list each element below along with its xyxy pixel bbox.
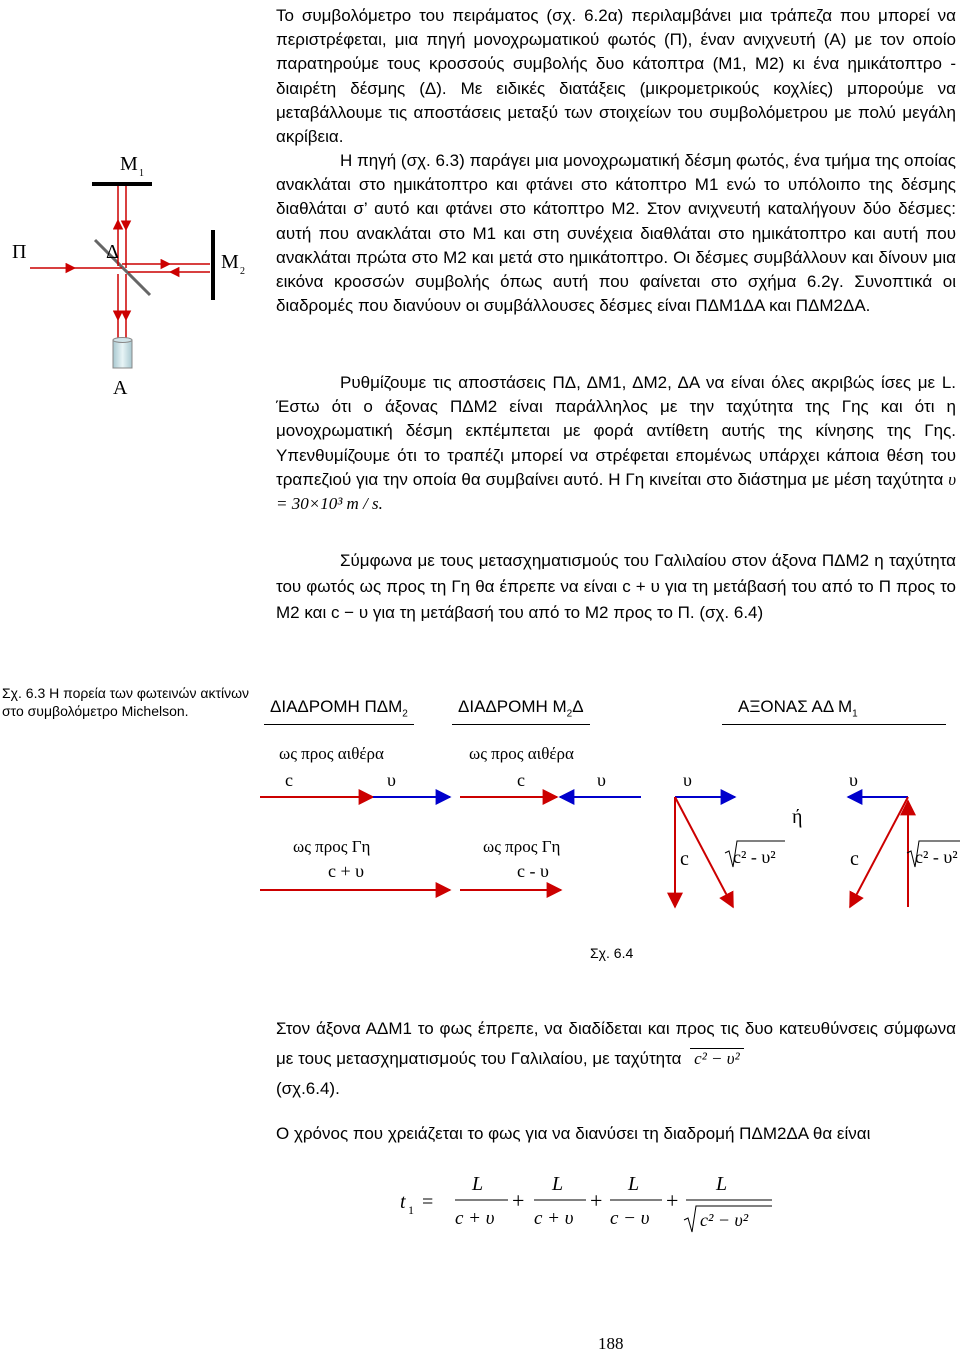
detector: [113, 340, 132, 368]
paragraph-1: [276, 4, 956, 149]
svg-text:L: L: [552, 1173, 564, 1195]
svg-text:c − υ: c − υ: [610, 1208, 650, 1229]
paragraph-2: [276, 149, 956, 318]
svg-text:c: c: [680, 848, 689, 870]
svg-text:c: c: [850, 848, 859, 870]
svg-text:c + υ: c + υ: [328, 861, 365, 881]
label-m2: Μ: [221, 251, 239, 273]
heading-axis-ad-m1: ΑΞΟΝΑΣ ΑΔ $M_1$: [722, 697, 946, 725]
time-equation: [400, 1168, 780, 1238]
label-p: Π: [12, 241, 27, 263]
svg-text:1: 1: [139, 168, 144, 179]
svg-text:ως προς αιθέρα: ως προς αιθέρα: [469, 744, 574, 763]
svg-text:ή: ή: [792, 806, 803, 828]
svg-text:υ: υ: [849, 770, 858, 790]
paragraph-5-text: Στον άξονα ΑΔΜ1 το φως έπρεπε, να διαδίδεται και προς τις δυο κατευθύνσεις σύμφωνα με τους μετασχηματισμούς του Γαλιλαίου, με ταχύτητα: [276, 1019, 956, 1068]
paragraph-6: [276, 1122, 956, 1146]
paragraph-3-text: Ρυθμίζουμε τις αποστάσεις ΠΔ, ΔΜ1, ΔΜ2, ΔΑ να είναι όλες ακριβώς ίσες με L. Έστω ότι ο άξονας ΠΔΜ2 είναι παράλληλος με την ταχύτητα της Γης και ότι η μονοχρωματική δέσμη εκπέμπεται με φορά αντίθετη αυτής της κίνησης της Γης. Υπενθυμίζουμε ότι το τραπέζι μπορεί να στρέφεται επομένως υπάρχει κάποια θέση του τραπεζιού για την οποία θα συμβαίνει αυτό. Η Γη κινείται στο διάστημα με μέση ταχύτητα: [276, 373, 956, 489]
svg-text:c² - υ²: c² - υ²: [733, 847, 776, 867]
svg-text:c² − υ²: c² − υ²: [700, 1210, 749, 1230]
velocity-formula: υ = 30×10³ m / s.: [276, 469, 956, 514]
svg-text:=: =: [422, 1191, 434, 1213]
page-number: 188: [598, 1334, 624, 1353]
label-m1: Μ: [120, 153, 138, 175]
figure-6-3: [0, 140, 260, 690]
svg-text:υ: υ: [597, 770, 606, 790]
svg-text:c + υ: c + υ: [534, 1208, 574, 1229]
svg-text:ως προς αιθέρα: ως προς αιθέρα: [279, 744, 384, 763]
svg-text:c: c: [285, 770, 293, 790]
paragraph-4: [276, 548, 956, 626]
paragraph-5-tail: (σχ.6.4).: [276, 1079, 340, 1098]
svg-text:ως προς Γη: ως προς Γη: [483, 837, 561, 856]
label-a: Α: [113, 377, 128, 399]
paragraph-3: [276, 371, 956, 516]
svg-text:υ: υ: [387, 770, 396, 790]
svg-text:c: c: [517, 770, 525, 790]
svg-text:ως προς Γη: ως προς Γη: [293, 837, 371, 856]
paragraph-1-text: Το συμβολόμετρο του πειράματος (σχ. 6.2α) περιλαμβάνει μια τράπεζα που μπορεί να περιστρέφεται, μια πηγή μονοχρωματικού φωτός (Π), έναν ανιχνευτή (Α) με τον οποίο παρατηρούμε τους κροσσούς συμβολής δυο κάτοπτρα (Μ1, Μ2) κι ένα ημικάτοπτρο - διαιρέτη δέσμης (Δ). Με ειδικές διατάξεις (μικρομετρικούς κοχλίες) μπορούμε να μεταβάλλουμε τις αποστάσεις μεταξύ των στοιχείων του συμβολόμετρου με πολύ μεγάλη ακρίβεια.: [276, 6, 956, 147]
svg-text:+: +: [590, 1188, 603, 1213]
paragraph-5: Στον άξονα ΑΔΜ1 το φως έπρεπε, να διαδίδεται και προς τις δυο κατευθύνσεις σύμφωνα με τους μετασχηματισμούς του Γαλιλαίου, με ταχύτητα c² − υ² (σχ.6.4).: [276, 1019, 956, 1098]
figure-6-4: [255, 735, 960, 945]
heading-path-pdm2: ΔΙΑΔΡΟΜΗ $\Pi\Delta M_2$: [264, 697, 414, 725]
svg-text:L: L: [628, 1173, 640, 1195]
paragraph-2-text: Η πηγή (σχ. 6.3) παράγει μια μονοχρωματική δέσμη φωτός, ένα τμήμα της οποίας ανακλάται στο ημικάτοπτρο και φτάνει στο κάτοπτρο Μ1 ενώ το υπόλοιπο της δέσμης διαθλάται σ’ αυτό και φτάνει στο κάτοπτρο Μ2. Στον ανιχνευτή καταλήγουν δύο δέσμες: αυτή που ανακλάται στο Μ1 και στη συνέχεια διαθλάται στο ημικάτοπτρο και αυτή που ανακλάται πρώτα στο Μ2 και μετά στο ημικάτοπτρο. Οι δέσμες συμβάλλουν και δίνουν μια εικόνα κροσσών συμβολής όπως αυτή που φαίνεται στο σχήμα 6.2γ. Συνοπτικά οι διαδρομές που διανύουν οι συμβάλλουσες δέσμες είναι ΠΔΜ1ΔΑ και ΠΔΜ2ΔΑ.: [276, 151, 956, 316]
svg-text:t: t: [400, 1191, 406, 1213]
svg-text:υ: υ: [683, 770, 692, 790]
svg-text:c + υ: c + υ: [455, 1208, 495, 1229]
paragraph-4-text: Σύμφωνα με τους μετασχηματισμούς του Γαλιλαίου στον άξονα ΠΔΜ2 η ταχύτητα του φωτός ως προς τη Γη θα έπρεπε να είναι c + υ για τη μετάβασή του από το Π προς το Μ2 και c − υ για τη μετάβασή του από το Μ2 προς το Π. (σχ. 6.4): [276, 551, 956, 622]
svg-text:c - υ: c - υ: [517, 861, 549, 881]
label-d: Δ: [106, 241, 119, 263]
svg-text:+: +: [512, 1188, 525, 1213]
figure-6-4-caption: Σχ. 6.4: [590, 945, 634, 961]
heading-path-m2d: ΔΙΑΔΡΟΜΗ $M_2\Delta$: [452, 697, 590, 725]
svg-text:L: L: [716, 1173, 728, 1195]
svg-text:1: 1: [408, 1203, 414, 1217]
figure-6-3-caption: Σχ. 6.3 Η πορεία των φωτεινών ακτίνων στο συμβολόμετρο Michelson.: [2, 685, 250, 719]
svg-text:c² - υ²: c² - υ²: [915, 847, 958, 867]
svg-text:+: +: [666, 1188, 679, 1213]
svg-text:L: L: [472, 1173, 484, 1195]
svg-text:2: 2: [240, 266, 245, 277]
paragraph-6-text: Ο χρόνος που χρειάζεται το φως για να διανύσει τη διαδρομή ΠΔΜ2ΔΑ θα είναι: [276, 1124, 871, 1143]
